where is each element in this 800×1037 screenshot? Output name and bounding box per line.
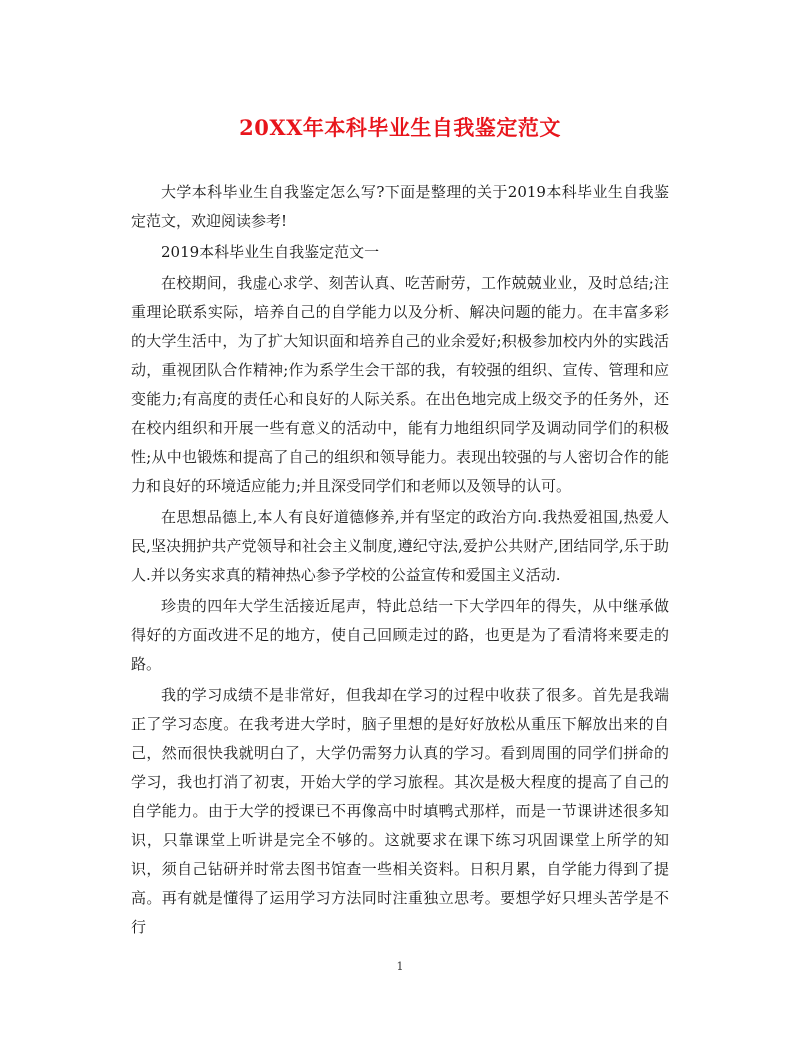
section-heading: 2019本科毕业生自我鉴定范文一 [161, 243, 380, 261]
document-title: 20XX年本科毕业生自我鉴定范文 [239, 115, 561, 140]
body-paragraph: 珍贵的四年大学生活接近尾声，特此总结一下大学四年的得失，从中继承做得好的方面改进不足的地方，使自己回顾走过的路，也更是为了看清将来要走的路。 [131, 597, 669, 673]
page-number: 1 [396, 960, 404, 973]
document-body [131, 178, 669, 942]
intro-paragraph: 大学本科毕业生自我鉴定怎么写?下面是整理的关于2019本科毕业生自我鉴定范文，欢迎阅读参考! [131, 183, 669, 230]
body-paragraph: 在校期间，我虚心求学、刻苦认真、吃苦耐劳，工作兢兢业业，及时总结;注重理论联系实际，培养自己的自学能力以及分析、解决问题的能力。在丰富多彩的大学生活中，为了扩大知识面和培养自己的业余爱好;积极参加校内外的实践活动，重视团队合作精神;作为系学生会干部的我，有较强的组织、宣传、管理和应变能力;有高度的责任心和良好的人际关系。在出色地完成上级交予的任务外，还在校内组织和开展一些有意义的活动中，能有力地组织同学及调动同学们的积极性;从中也锻炼和提高了自己的组织和领导能力。表现出较强的与人密切合作的能力和良好的环境适应能力;并且深受同学们和老师以及领导的认可。 [131, 274, 669, 495]
body-paragraph: 在思想品德上,本人有良好道德修养,并有坚定的政治方向.我热爱祖国,热爱人民,坚决拥护共产党领导和社会主义制度,遵纪守法,爱护公共财产,团结同学,乐于助人.并以务实求真的精神热心参予学校的公益宣传和爱国主义活动. [131, 508, 669, 584]
body-paragraph: 我的学习成绩不是非常好，但我却在学习的过程中收获了很多。首先是我端正了学习态度。在我考进大学时，脑子里想的是好好放松从重压下解放出来的自己，然而很快我就明白了，大学仍需努力认真的学习。看到周围的同学们拼命的学习，我也打消了初衷，开始大学的学习旅程。其次是极大程度的提高了自己的自学能力。由于大学的授课已不再像高中时填鸭式那样，而是一节课讲述很多知识，只靠课堂上听讲是完全不够的。这就要求在课下练习巩固课堂上所学的知识，须自己钻研并时常去图书馆查一些相关资料。日积月累，自学能力得到了提高。再有就是懂得了运用学习方法同时注重独立思考。要想学好只埋头苦学是不行 [131, 686, 669, 936]
